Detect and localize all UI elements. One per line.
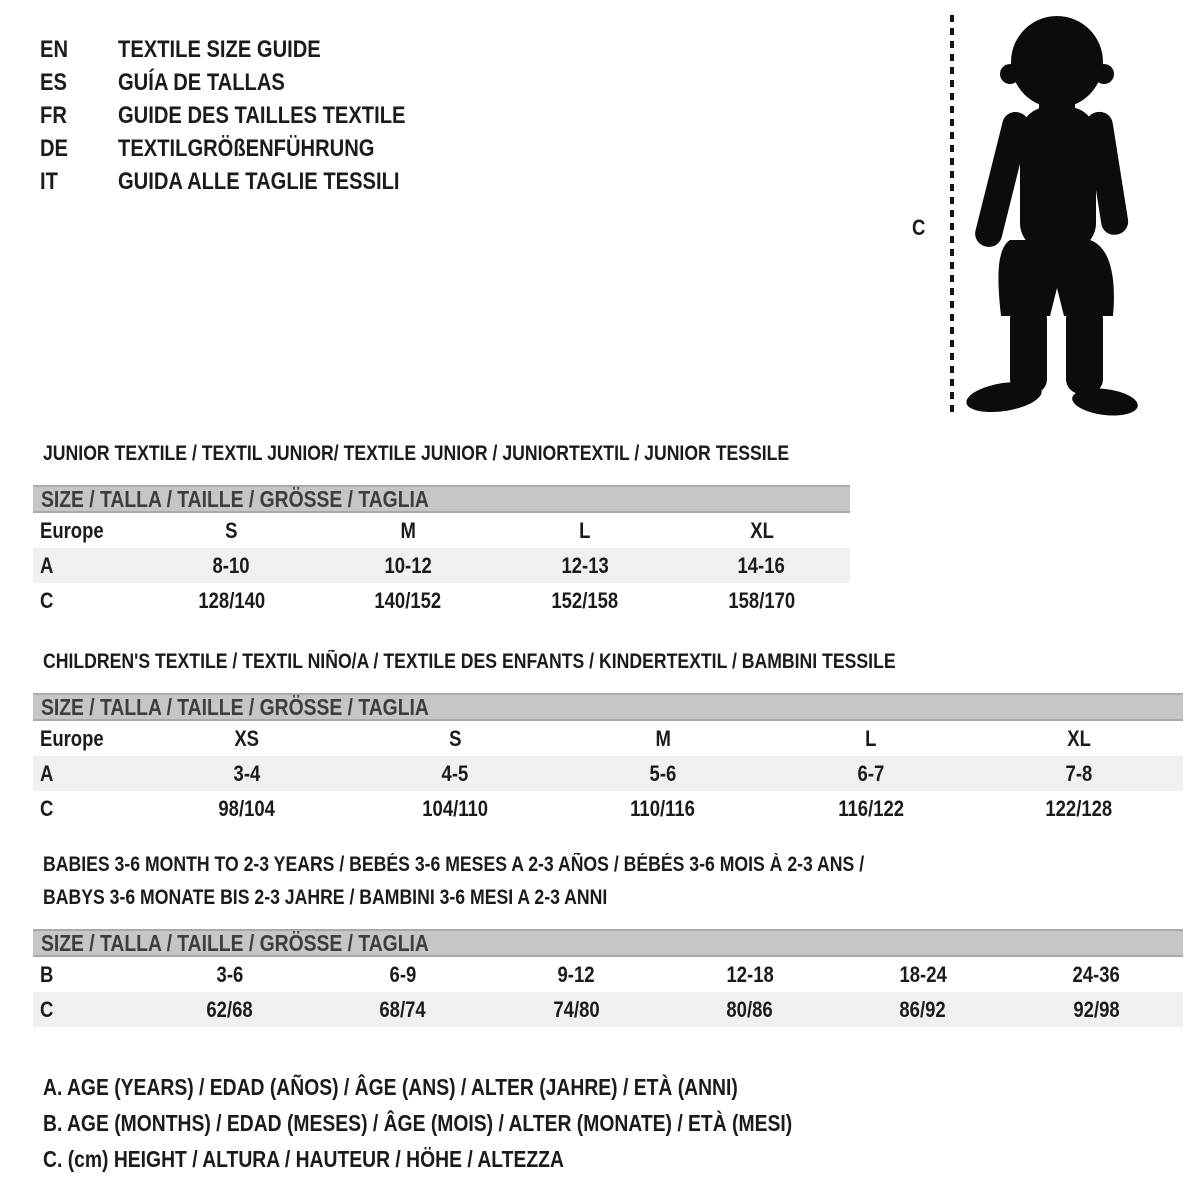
table-cell-text: 5-6 <box>649 761 677 786</box>
table-cell-text: XL <box>749 518 774 543</box>
legend-note-text: C. (cm) HEIGHT / ALTURA / HAUTEUR / HÖHE / ALTEZZA <box>43 1146 564 1172</box>
table-cell <box>559 756 767 791</box>
table-cell <box>767 791 975 826</box>
section-heading-text: BABIES 3-6 MONTH TO 2-3 YEARS / BEBÉS 3-6 MESES A 2-3 AÑOS / BÉBÉS 3-6 MOIS À 2-3 ANS / <box>43 853 865 876</box>
language-code-text: EN <box>40 36 69 63</box>
language-code-text: ES <box>40 69 67 96</box>
language-title: GUÍA DE TALLAS <box>118 69 285 96</box>
table-cell <box>143 513 320 548</box>
table-cell <box>1010 992 1183 1027</box>
language-row <box>40 165 460 198</box>
language-list <box>40 33 460 198</box>
section-junior-textile <box>33 437 850 618</box>
table-cell <box>490 957 663 992</box>
section-heading-text: JUNIOR TEXTILE / TEXTIL JUNIOR/ TEXTILE JUNIOR / JUNIORTEXTIL / JUNIOR TESSILE <box>43 442 790 465</box>
table-cell-text: 18-24 <box>899 962 947 987</box>
row-label <box>33 721 143 756</box>
row-label <box>33 756 143 791</box>
table-cell-text: L <box>865 726 877 751</box>
size-header-label: SIZE / TALLA / TAILLE / GRÖSSE / TAGLIA <box>41 486 429 512</box>
table-cell-text: 86/92 <box>899 997 947 1022</box>
row-label-text: Europe <box>40 726 104 751</box>
table-cell <box>673 548 850 583</box>
language-title: GUIDE DES TAILLES TEXTILE <box>118 102 406 129</box>
row-label <box>33 791 143 826</box>
table-cell <box>143 992 316 1027</box>
language-code-text: IT <box>40 168 58 195</box>
legend-note-line <box>43 1105 935 1141</box>
table-cell <box>351 756 559 791</box>
table-cell-text: 128/140 <box>197 588 265 613</box>
table-cell-text: 24-36 <box>1072 962 1120 987</box>
table-cell <box>975 791 1183 826</box>
table-cell <box>351 791 559 826</box>
section-heading-text: CHILDREN'S TEXTILE / TEXTIL NIÑO/A / TEXTILE DES ENFANTS / KINDERTEXTIL / BAMBINI TESSILE <box>43 650 896 673</box>
table-cell <box>316 957 489 992</box>
language-row <box>40 33 460 66</box>
table-cell-text: 140/152 <box>374 588 442 613</box>
table-cell <box>836 957 1009 992</box>
table-cell <box>497 583 674 618</box>
language-row <box>40 132 460 165</box>
row-label-text: Europe <box>40 518 104 543</box>
language-code-text: FR <box>40 102 67 129</box>
baby-silhouette-icon <box>940 10 1150 422</box>
legend-note-line <box>43 1069 935 1105</box>
section-heading-text: BABYS 3-6 MONATE BIS 2-3 JAHRE / BAMBINI 3-6 MESI A 2-3 ANNI <box>43 886 608 909</box>
language-code <box>40 99 118 132</box>
table-cell <box>320 548 497 583</box>
table-cell <box>497 513 674 548</box>
table-row <box>33 548 850 583</box>
table-cell <box>767 756 975 791</box>
baby-silhouette <box>964 16 1139 419</box>
table-cell-text: 74/80 <box>553 997 600 1022</box>
table-row <box>33 513 850 548</box>
table-cell <box>1010 957 1183 992</box>
section-heading <box>43 848 1183 914</box>
table-cell <box>316 992 489 1027</box>
language-code <box>40 66 118 99</box>
table-cell <box>559 791 767 826</box>
table-cell-text: XS <box>234 726 260 751</box>
language-row <box>40 66 460 99</box>
table-cell <box>975 756 1183 791</box>
table-cell <box>663 992 836 1027</box>
size-header-label: SIZE / TALLA / TAILLE / GRÖSSE / TAGLIA <box>41 930 429 956</box>
table-cell <box>143 791 351 826</box>
legend-note-line <box>43 1141 935 1177</box>
table-cell-text: 7-8 <box>1065 761 1093 786</box>
row-label-text: C <box>40 997 54 1022</box>
table-cell-text: 12-18 <box>726 962 774 987</box>
section-heading <box>43 645 1183 678</box>
language-code-text: DE <box>40 135 69 162</box>
language-code <box>40 165 118 198</box>
table-row <box>33 583 850 618</box>
legend-notes <box>43 1069 935 1177</box>
table-cell <box>673 583 850 618</box>
height-measure-label: C <box>912 215 926 240</box>
row-label-text: A <box>40 761 54 786</box>
table-cell-text: L <box>579 518 591 543</box>
row-label-text: C <box>40 588 54 613</box>
table-cell <box>143 756 351 791</box>
size-header-bar <box>33 929 1183 957</box>
table-row <box>33 756 1183 791</box>
table-row <box>33 957 1183 992</box>
table-cell-text: 6-9 <box>389 962 417 987</box>
language-code <box>40 132 118 165</box>
table-cell <box>497 548 674 583</box>
row-label-text: A <box>40 553 54 578</box>
row-label <box>33 583 143 618</box>
table-cell-text: 68/74 <box>379 997 427 1022</box>
section-heading-line <box>43 848 1183 881</box>
row-label <box>33 992 143 1027</box>
table-cell <box>767 721 975 756</box>
section-heading-line <box>43 437 850 470</box>
language-code <box>40 33 118 66</box>
language-title: GUIDA ALLE TAGLIE TESSILI <box>118 168 400 195</box>
table-row <box>33 721 1183 756</box>
table-cell-text: XL <box>1067 726 1091 751</box>
table-cell-text: 4-5 <box>441 761 469 786</box>
table-cell-text: 92/98 <box>1073 997 1120 1022</box>
table-cell-text: M <box>655 726 671 751</box>
language-title: TEXTILE SIZE GUIDE <box>118 36 321 63</box>
table-cell <box>143 957 316 992</box>
table-row <box>33 791 1183 826</box>
row-label-text: B <box>40 962 54 987</box>
section-heading-line <box>43 881 1183 914</box>
table-cell-text: 98/104 <box>218 796 276 821</box>
row-label <box>33 957 143 992</box>
table-cell-text: 3-4 <box>233 761 261 786</box>
section-heading-line <box>43 645 1183 678</box>
table-row <box>33 992 1183 1027</box>
table-cell-text: 62/68 <box>206 997 253 1022</box>
table-cell-text: 158/170 <box>728 588 796 613</box>
size-header-label: SIZE / TALLA / TAILLE / GRÖSSE / TAGLIA <box>41 694 429 720</box>
table-cell <box>673 513 850 548</box>
table-cell-text: 104/110 <box>422 796 488 821</box>
table-cell-text: M <box>400 518 416 543</box>
row-label-text: C <box>40 796 54 821</box>
legend-note-text: A. AGE (YEARS) / EDAD (AÑOS) / ÂGE (ANS) / ALTER (JAHRE) / ETÀ (ANNI) <box>43 1074 738 1100</box>
size-table <box>33 957 1183 1027</box>
table-cell <box>143 721 351 756</box>
size-table <box>33 513 850 618</box>
table-cell-text: 9-12 <box>557 962 595 987</box>
table-cell <box>143 583 320 618</box>
table-cell-text: S <box>225 518 238 543</box>
table-cell-text: 12-13 <box>561 553 609 578</box>
section-babies-textile <box>33 848 1183 1027</box>
table-cell-text: 6-7 <box>857 761 885 786</box>
row-label <box>33 513 143 548</box>
table-cell <box>559 721 767 756</box>
row-label <box>33 548 143 583</box>
table-cell-text: 80/86 <box>726 997 773 1022</box>
table-cell-text: 10-12 <box>384 553 432 578</box>
size-table <box>33 721 1183 826</box>
language-row <box>40 99 460 132</box>
table-cell-text: 152/158 <box>551 588 619 613</box>
table-cell-text: 14-16 <box>737 553 786 578</box>
table-cell <box>663 957 836 992</box>
table-cell <box>320 513 497 548</box>
table-cell-text: 110/116 <box>630 796 696 821</box>
table-cell <box>320 583 497 618</box>
table-cell <box>143 548 320 583</box>
table-cell <box>351 721 559 756</box>
section-heading <box>43 437 850 470</box>
table-cell <box>490 992 663 1027</box>
table-cell <box>836 992 1009 1027</box>
table-cell <box>975 721 1183 756</box>
size-figure <box>940 10 1150 422</box>
size-header-bar <box>33 485 850 513</box>
table-cell-text: 8-10 <box>212 553 250 578</box>
table-cell-text: S <box>448 726 462 751</box>
section-childrens-textile <box>33 645 1183 826</box>
size-header-bar <box>33 693 1183 721</box>
language-title: TEXTILGRÖßENFÜHRUNG <box>118 135 375 162</box>
table-cell-text: 3-6 <box>216 962 244 987</box>
table-cell-text: 116/122 <box>838 796 904 821</box>
legend-note-text: B. AGE (MONTHS) / EDAD (MESES) / ÂGE (MOIS) / ALTER (MONATE) / ETÀ (MESI) <box>43 1110 793 1136</box>
table-cell-text: 122/128 <box>1045 796 1113 821</box>
